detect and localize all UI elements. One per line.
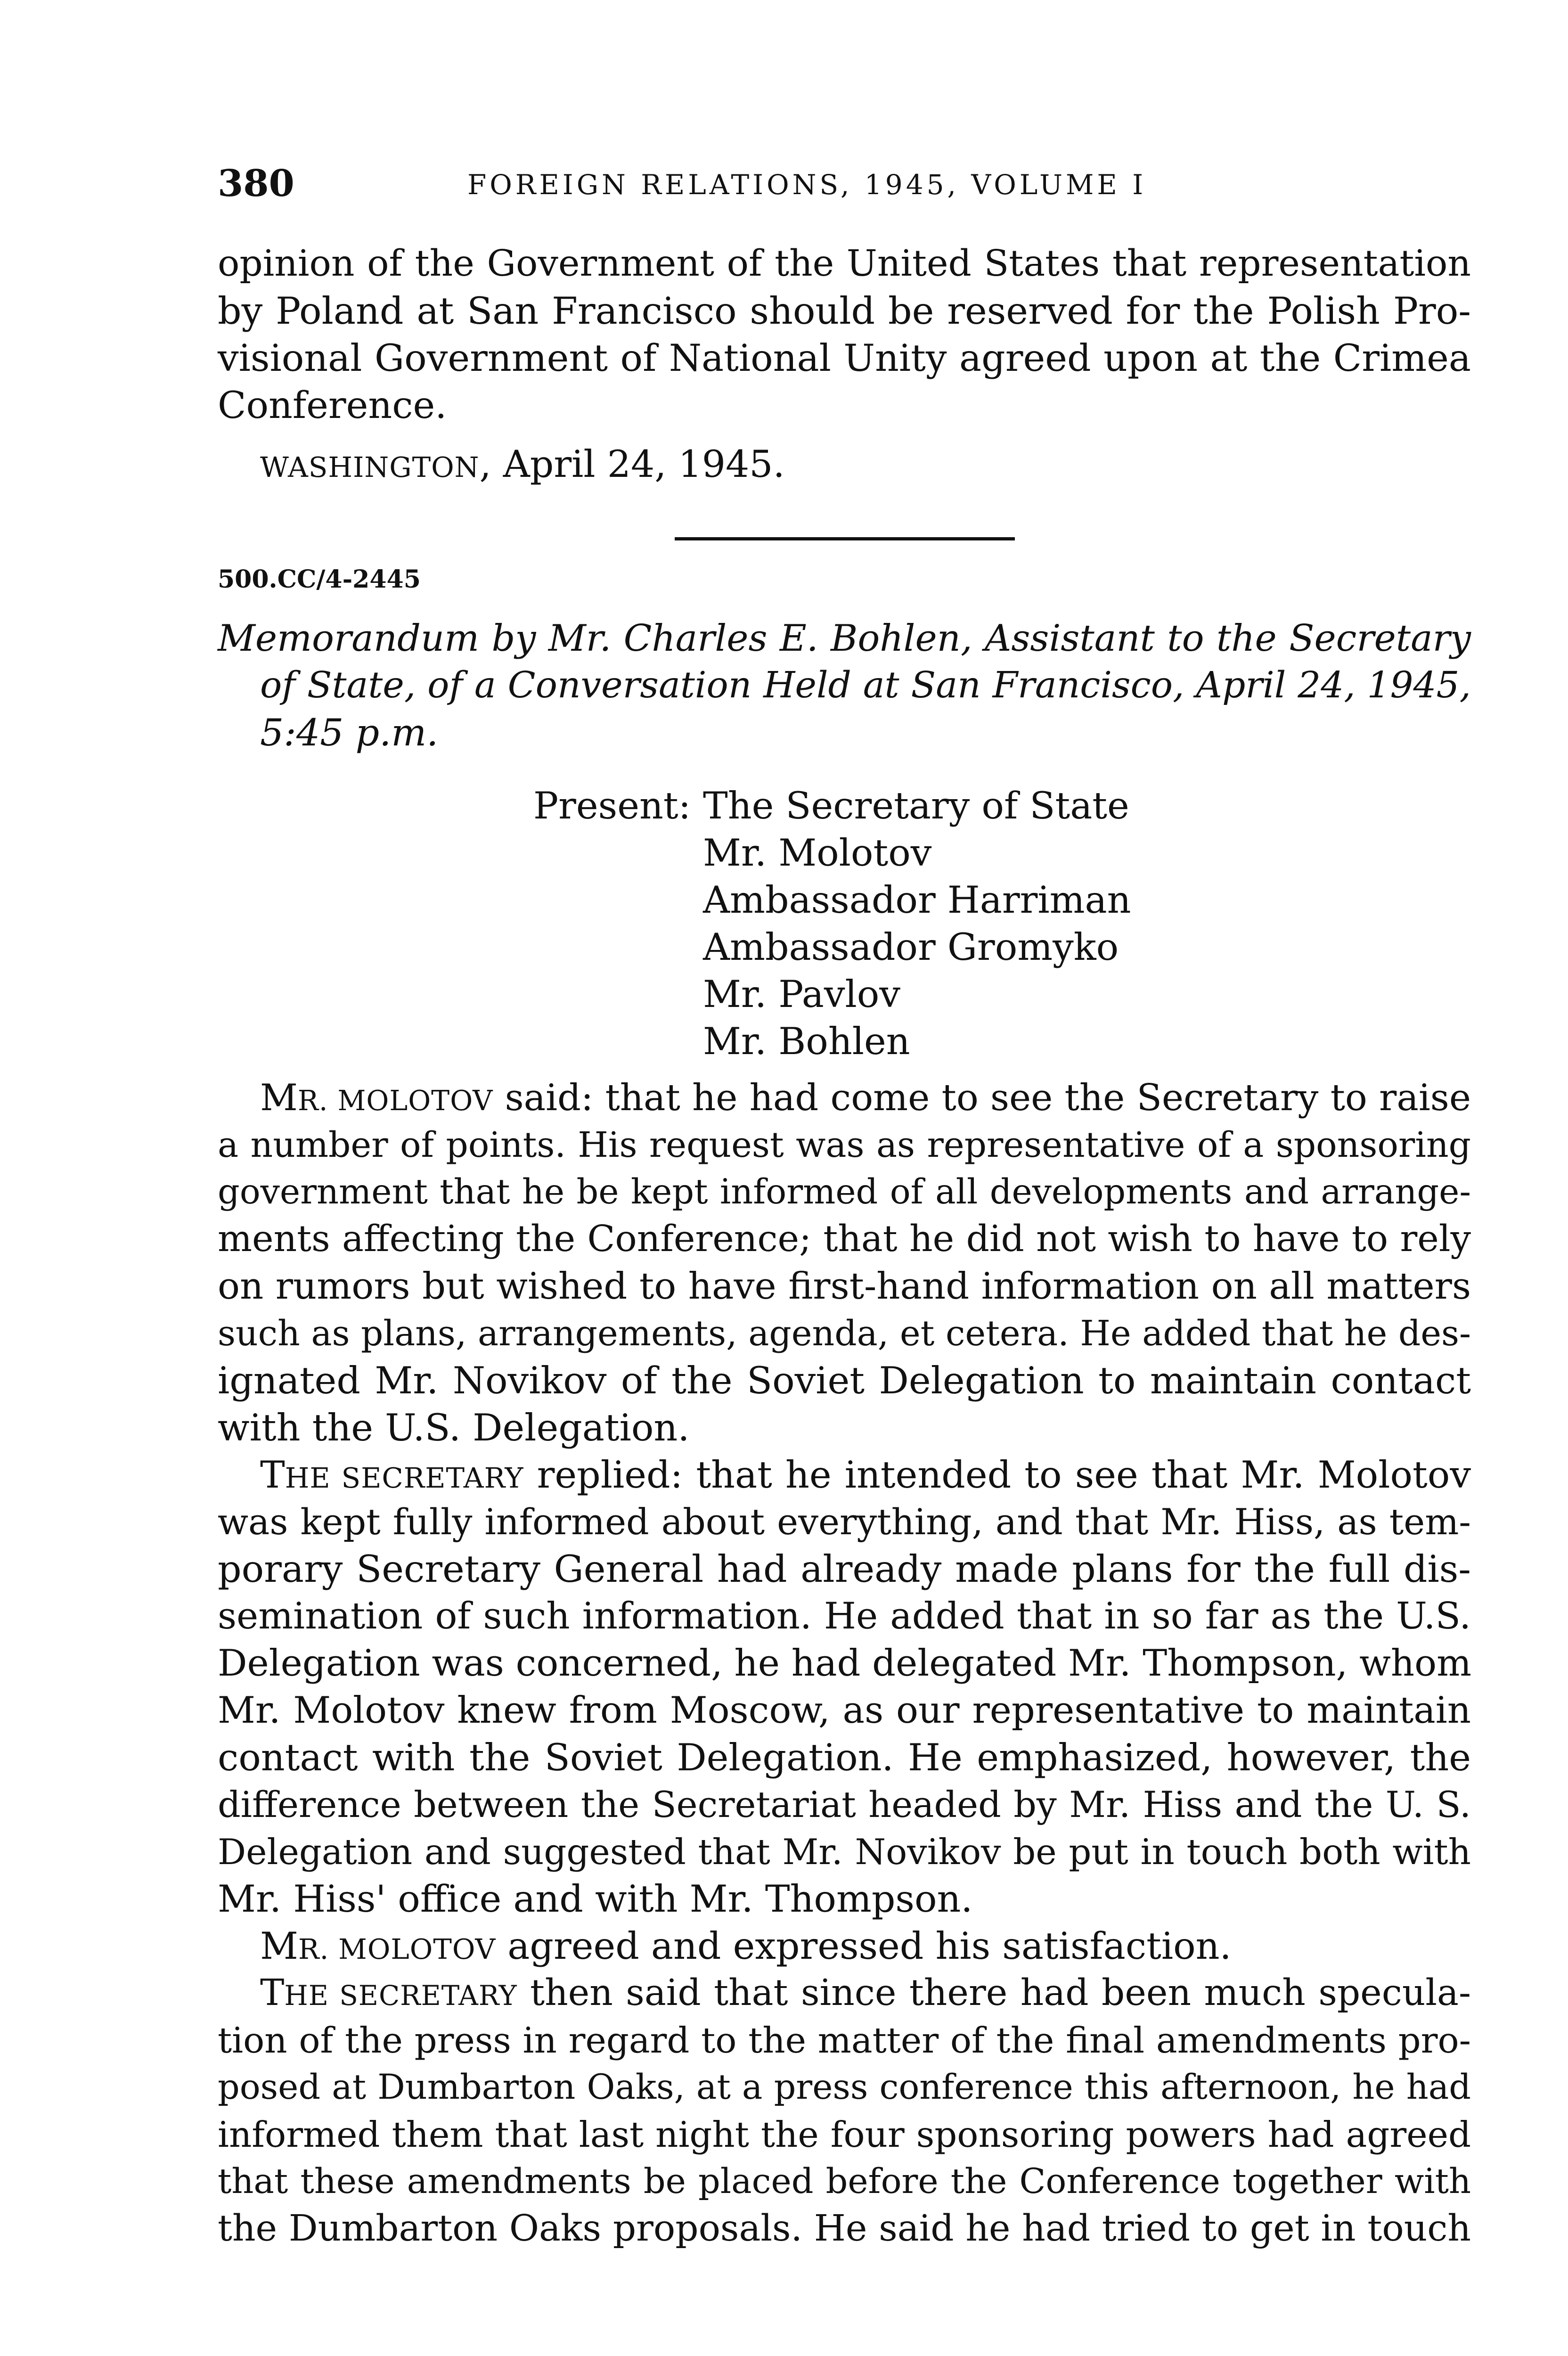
line-text: agreed and expressed his satisfaction. bbox=[496, 1924, 1232, 1968]
speaker-smallcaps: R. MOLOTOV bbox=[297, 1085, 493, 1117]
body-line: opinion of the Government of the United States that representation bbox=[218, 243, 1471, 285]
line-text: said: that he had come to see the Secretary to raise bbox=[493, 1077, 1471, 1119]
body-line: porary Secretary General had already made plans for the full dis- bbox=[218, 1547, 1471, 1591]
body-line: government that he be kept informed of all developments and arrange- bbox=[218, 1172, 1471, 1212]
body-line: with the U.S. Delegation. bbox=[218, 1406, 690, 1449]
body-line: difference between the Secretariat headed by Mr. Hiss and the U. S. bbox=[218, 1783, 1471, 1825]
memo-title-line: of State, of a Conversation Held at San Francisco, April 24, 1945, bbox=[260, 664, 1471, 706]
body-line: that these amendments be placed before the Conference together with bbox=[218, 2161, 1471, 2201]
body-line: contact with the Soviet Delegation. He emphasized, however, the bbox=[218, 1736, 1471, 1779]
speaker-smallcaps: R. MOLOTOV bbox=[298, 1933, 496, 1965]
speaker-molotov bbox=[260, 1924, 496, 1968]
body-line: Mr. Hiss' office and with Mr. Thompson. bbox=[218, 1877, 973, 1921]
speaker-secretary bbox=[260, 1453, 524, 1497]
body-line: Conference. bbox=[218, 384, 447, 427]
speaker-smallcaps: HE SECRETARY bbox=[284, 1980, 517, 2012]
line-text: replied: that he intended to see that Mr. Molotov bbox=[523, 1453, 1471, 1497]
body-line: ignated Mr. Novikov of the Soviet Delegation to maintain contact bbox=[218, 1359, 1471, 1402]
paragraph-first-line bbox=[260, 1451, 1471, 1502]
body-line: such as plans, arrangements, agenda, et cetera. He added that he des- bbox=[218, 1313, 1471, 1354]
running-title: FOREIGN RELATIONS, 1945, VOLUME I bbox=[467, 169, 1147, 201]
speaker-initial: M bbox=[260, 1924, 298, 1968]
body-line: semination of such information. He added that in so far as the U.S. bbox=[218, 1595, 1471, 1637]
body-line: a number of points. His request was as representative of a sponsoring bbox=[218, 1125, 1471, 1165]
present-list bbox=[703, 782, 1131, 1065]
speaker-smallcaps: HE SECRETARY bbox=[285, 1462, 524, 1494]
body-line: visional Government of National Unity agreed upon at the Crimea bbox=[218, 336, 1471, 380]
file-reference: 500.CC/4-2445 bbox=[218, 565, 421, 594]
body-line: informed them that last night the four sponsoring powers had agreed bbox=[218, 2114, 1471, 2155]
section-divider bbox=[675, 537, 1015, 540]
dateline-place: WASHINGTON bbox=[260, 451, 480, 483]
speaker-initial: M bbox=[260, 1077, 298, 1119]
present-person: Mr. Molotov bbox=[703, 831, 932, 875]
speaker-initial: T bbox=[260, 1972, 285, 2014]
page-number: 380 bbox=[218, 162, 294, 205]
page-header bbox=[218, 158, 1480, 210]
body-line: Delegation was concerned, he had delegated Mr. Thompson, whom bbox=[218, 1642, 1472, 1685]
present-label: Present: bbox=[533, 784, 691, 827]
body-line: ments affecting the Conference; that he did not wish to have to rely bbox=[218, 1218, 1471, 1260]
body-line: was kept fully informed about everything, and that Mr. Hiss, as tem- bbox=[218, 1501, 1471, 1543]
body-line: posed at Dumbarton Oaks, at a press conference this afternoon, he had bbox=[218, 2067, 1471, 2107]
present-person: Mr. Pavlov bbox=[703, 973, 900, 1016]
paragraph-first-line bbox=[260, 1922, 1471, 1973]
speaker-secretary bbox=[260, 1972, 517, 2014]
body-line: Mr. Molotov knew from Moscow, as our representative to maintain bbox=[218, 1689, 1471, 1732]
body-line: on rumors but wished to have first-hand information on all matters bbox=[218, 1265, 1471, 1308]
memo-title-line: Memorandum by Mr. Charles E. Bohlen, Assistant to the Secretary bbox=[218, 617, 1471, 660]
dateline bbox=[260, 441, 1513, 491]
body-line: tion of the press in regard to the matter of the final amendments pro- bbox=[218, 2020, 1471, 2061]
memo-title-line: 5:45 p.m. bbox=[260, 711, 439, 754]
paragraph-first-line bbox=[260, 1970, 1471, 2019]
body-line: by Poland at San Francisco should be reserved for the Polish Pro- bbox=[218, 289, 1471, 333]
present-person: Ambassador Harriman bbox=[703, 878, 1131, 922]
body-line: Delegation and suggested that Mr. Novikov be put in touch both with bbox=[218, 1831, 1471, 1873]
body-line: the Dumbarton Oaks proposals. He said he had tried to get in touch bbox=[218, 2208, 1471, 2250]
speaker-initial: T bbox=[260, 1453, 285, 1497]
line-text: then said that since there had been much specula- bbox=[517, 1972, 1471, 2014]
present-person: Ambassador Gromyko bbox=[703, 925, 1119, 969]
paragraph-first-line bbox=[260, 1074, 1471, 1124]
present-person: The Secretary of State bbox=[703, 784, 1129, 827]
dateline-date: , April 24, 1945. bbox=[479, 442, 785, 486]
present-person: Mr. Bohlen bbox=[703, 1020, 910, 1063]
speaker-molotov bbox=[260, 1077, 493, 1119]
